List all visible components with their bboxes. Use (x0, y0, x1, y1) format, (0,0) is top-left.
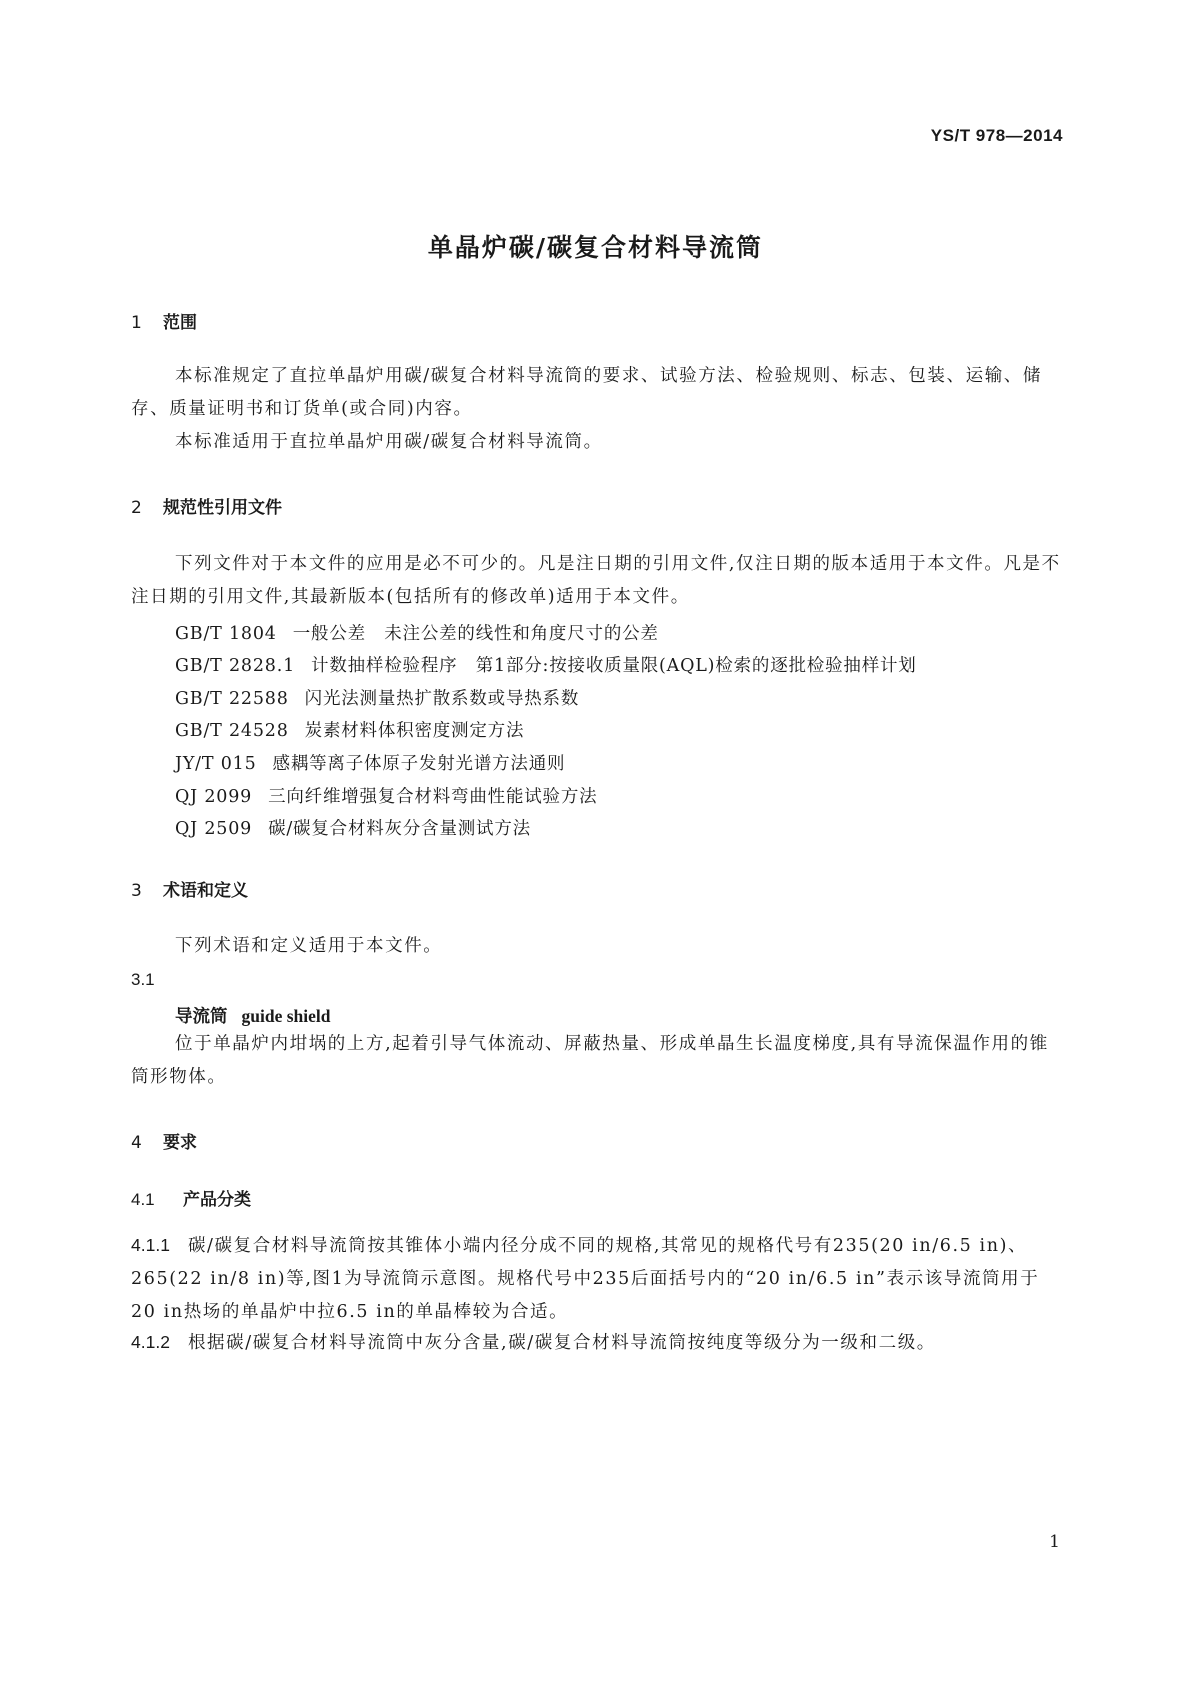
section-number: 1 (131, 313, 142, 333)
clause-number: 4.1.2 (131, 1332, 170, 1352)
section-number: 2 (131, 498, 142, 518)
reference-title: 三向纤维增强复合材料弯曲性能试验方法 (268, 787, 598, 807)
section-1-paragraph-2: 本标准适用于直拉单晶炉用碳/碳复合材料导流筒。 (175, 432, 603, 452)
reference-code: JY/T 015 (175, 754, 257, 774)
reference-item (175, 750, 565, 775)
clause-text: 根据碳/碳复合材料导流筒中灰分含量,碳/碳复合材料导流筒按纯度等级分为一级和二级。 (187, 1333, 936, 1353)
reference-item (175, 815, 531, 840)
reference-title: 计数抽样检验程序 第1部分:按接收质量限(AQL)检索的逐批检验抽样计划 (311, 656, 917, 676)
reference-title: 闪光法测量热扩散系数或导热系数 (304, 689, 580, 709)
reference-item (175, 620, 659, 645)
section-3-heading (131, 876, 248, 901)
reference-title: 炭素材料体积密度测定方法 (304, 721, 525, 741)
reference-code: QJ 2099 (175, 787, 253, 807)
section-title: 范围 (163, 313, 197, 333)
section-number: 4 (131, 1133, 142, 1153)
subsection-number: 4.1 (131, 1190, 155, 1209)
reference-code: GB/T 1804 (175, 624, 277, 644)
section-3-paragraph-1: 下列术语和定义适用于本文件。 (175, 936, 443, 956)
clause-4-1-2 (131, 1326, 1061, 1360)
term-number: 3.1 (131, 970, 155, 989)
section-1-heading (131, 308, 197, 333)
clause-number: 4.1.1 (131, 1235, 170, 1255)
reference-item (175, 717, 524, 742)
reference-title: 碳/碳复合材料灰分含量测试方法 (268, 819, 531, 839)
section-2-heading (131, 493, 282, 518)
clause-text: 碳/碳复合材料导流筒按其锥体小端内径分成不同的规格,其常见的规格代号有235(20 in/6.5 in)、265(22 in/8 in)等,图1为导流筒示意图。规格代号中235后面括号内的“20 in/6.5 in”表示该导流筒用于20 in热场的单晶炉中拉6.5 in的单晶棒较为合适。 (131, 1236, 1040, 1322)
standard-number: YS/T 978—2014 (930, 126, 1063, 145)
section-title: 要求 (163, 1133, 197, 1153)
subsection-4-1-heading (131, 1185, 251, 1210)
section-1-paragraph-1: 本标准规定了直拉单晶炉用碳/碳复合材料导流筒的要求、试验方法、检验规则、标志、包装、运输、储存、质量证明书和订货单(或合同)内容。 (131, 366, 1042, 419)
reference-item (175, 783, 597, 808)
reference-item (175, 685, 579, 710)
reference-code: GB/T 24528 (175, 721, 289, 741)
section-title: 规范性引用文件 (163, 498, 282, 518)
section-number: 3 (131, 881, 142, 901)
reference-code: GB/T 2828.1 (175, 656, 296, 676)
clause-4-1-1 (131, 1229, 1061, 1329)
page-number: 1 (1049, 1532, 1060, 1552)
document-title: 单晶炉碳/碳复合材料导流筒 (427, 233, 764, 262)
subsection-title: 产品分类 (183, 1190, 251, 1210)
reference-title: 一般公差 未注公差的线性和角度尺寸的公差 (292, 624, 659, 644)
reference-code: QJ 2509 (175, 819, 253, 839)
term-chinese: 导流筒 (175, 1007, 228, 1027)
reference-title: 感耦等离子体原子发射光谱方法通则 (272, 754, 566, 774)
term-entry (175, 1003, 331, 1028)
section-title: 术语和定义 (163, 881, 248, 901)
section-2-paragraph-1: 下列文件对于本文件的应用是必不可少的。凡是注日期的引用文件,仅注日期的版本适用于本文件。凡是不注日期的引用文件,其最新版本(包括所有的修改单)适用于本文件。 (131, 554, 1061, 607)
reference-item (175, 652, 917, 677)
term-english: guide shield (241, 1006, 331, 1026)
term-definition: 位于单晶炉内坩埚的上方,起着引导气体流动、屏蔽热量、形成单晶生长温度梯度,具有导流保温作用的锥筒形物体。 (131, 1034, 1049, 1087)
reference-code: GB/T 22588 (175, 689, 289, 709)
section-4-heading (131, 1128, 197, 1153)
